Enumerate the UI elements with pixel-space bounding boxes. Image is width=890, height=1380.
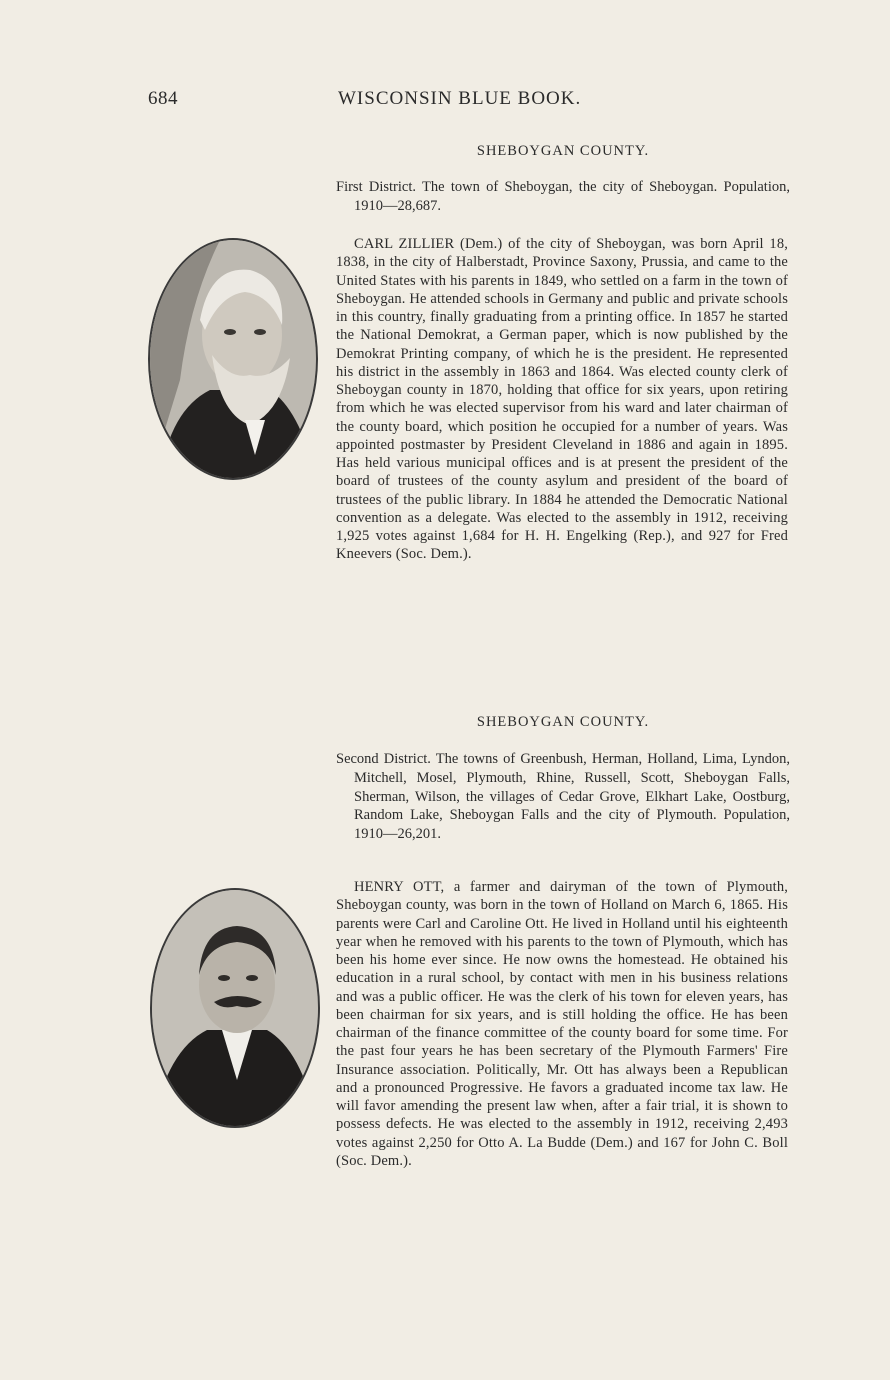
portrait-henry-ott bbox=[150, 888, 320, 1128]
biography-carl-zillier: CARL ZILLIER (Dem.) of the city of Sheboygan, was born April 18, 1838, in the city of Halberstadt, Province Saxony, Prussia, and came to the United States with his parents in 1849, who settled on a farm in the town of Sheboygan. He attended schools in Germany and public and private schools in this country, finally graduating from a printing office. In 1857 he started the National Demokrat, a German paper, which is now published by the Demokrat Printing company, of which he is the president. He represented his district in the assembly in 1863 and 1864. Was elected county clerk of Sheboygan county in 1870, holding that office for six years, upon retiring from which he was elected supervisor from his ward and later chairman of the county board, which position he occupied for a number of years. Was appointed postmaster by President Cleveland in 1886 and again in 1895. Has held various municipal offices and is at present the president of the board of trustees of the county asylum and president of the board of trustees of the public library. In 1884 he attended the Democratic National convention as a delegate. Was elected to the assembly in 1912, receiving 1,925 votes against 1,684 for H. H. Engelking (Rep.), and 927 for Fred Kneevers (Soc. Dem.). bbox=[336, 236, 788, 563]
district-description-second: Second District. The towns of Greenbush, Herman, Holland, Lima, Lyndon, Mitchell, Mosel, Plymouth, Rhine, Russell, Scott, Sheboygan Falls, Sherman, Wilson, the villages of Cedar Grove, Elkhart Lake, Oostburg, Random Lake, Sheboygan Falls and the city of Plymouth. Population, 1910—26,201. bbox=[336, 751, 790, 843]
district-description-first: First District. The town of Sheboygan, the city of Sheboygan. Population, 1910—28,687. bbox=[336, 179, 790, 214]
running-head bbox=[148, 88, 808, 116]
portrait-carl-zillier bbox=[148, 238, 318, 480]
portrait-zillier-photo bbox=[150, 240, 316, 478]
running-title: WISCONSIN BLUE BOOK. bbox=[338, 88, 582, 109]
section-heading-second-district: SHEBOYGAN COUNTY. bbox=[476, 714, 650, 730]
biography-henry-ott: HENRY OTT, a farmer and dairyman of the town of Plymouth, Sheboygan county, was born in the town of Holland on March 6, 1865. His parents were Carl and Caroline Ott. He lived in Holland until his eighteenth year when he removed with his parents to the town of Plymouth, which has been his home ever since. He now owns the homestead. He obtained his education in a rural school, by contact with men in his business relations and was a public officer. He was the clerk of his town for eleven years, has been chairman for six years, and is still holding the office. He has been chairman of the finance committee of the county board for some time. For the past four years he has been secretary of the Plymouth Farmers' Fire Insurance association. Politically, Mr. Ott has always been a Republican and a pronounced Progressive. He favors a graduated income tax law. He will favor amending the present law when, after a fair trial, it is shown to possess defects. He was elected to the assembly in 1912, receiving 2,493 votes against 2,250 for Otto A. La Budde (Dem.) and 167 for John C. Boll (Soc. Dem.). bbox=[336, 879, 788, 1169]
section-heading-first-district: SHEBOYGAN COUNTY. bbox=[476, 143, 650, 159]
portrait-ott-photo bbox=[152, 890, 318, 1126]
page-number: 684 bbox=[148, 88, 178, 109]
